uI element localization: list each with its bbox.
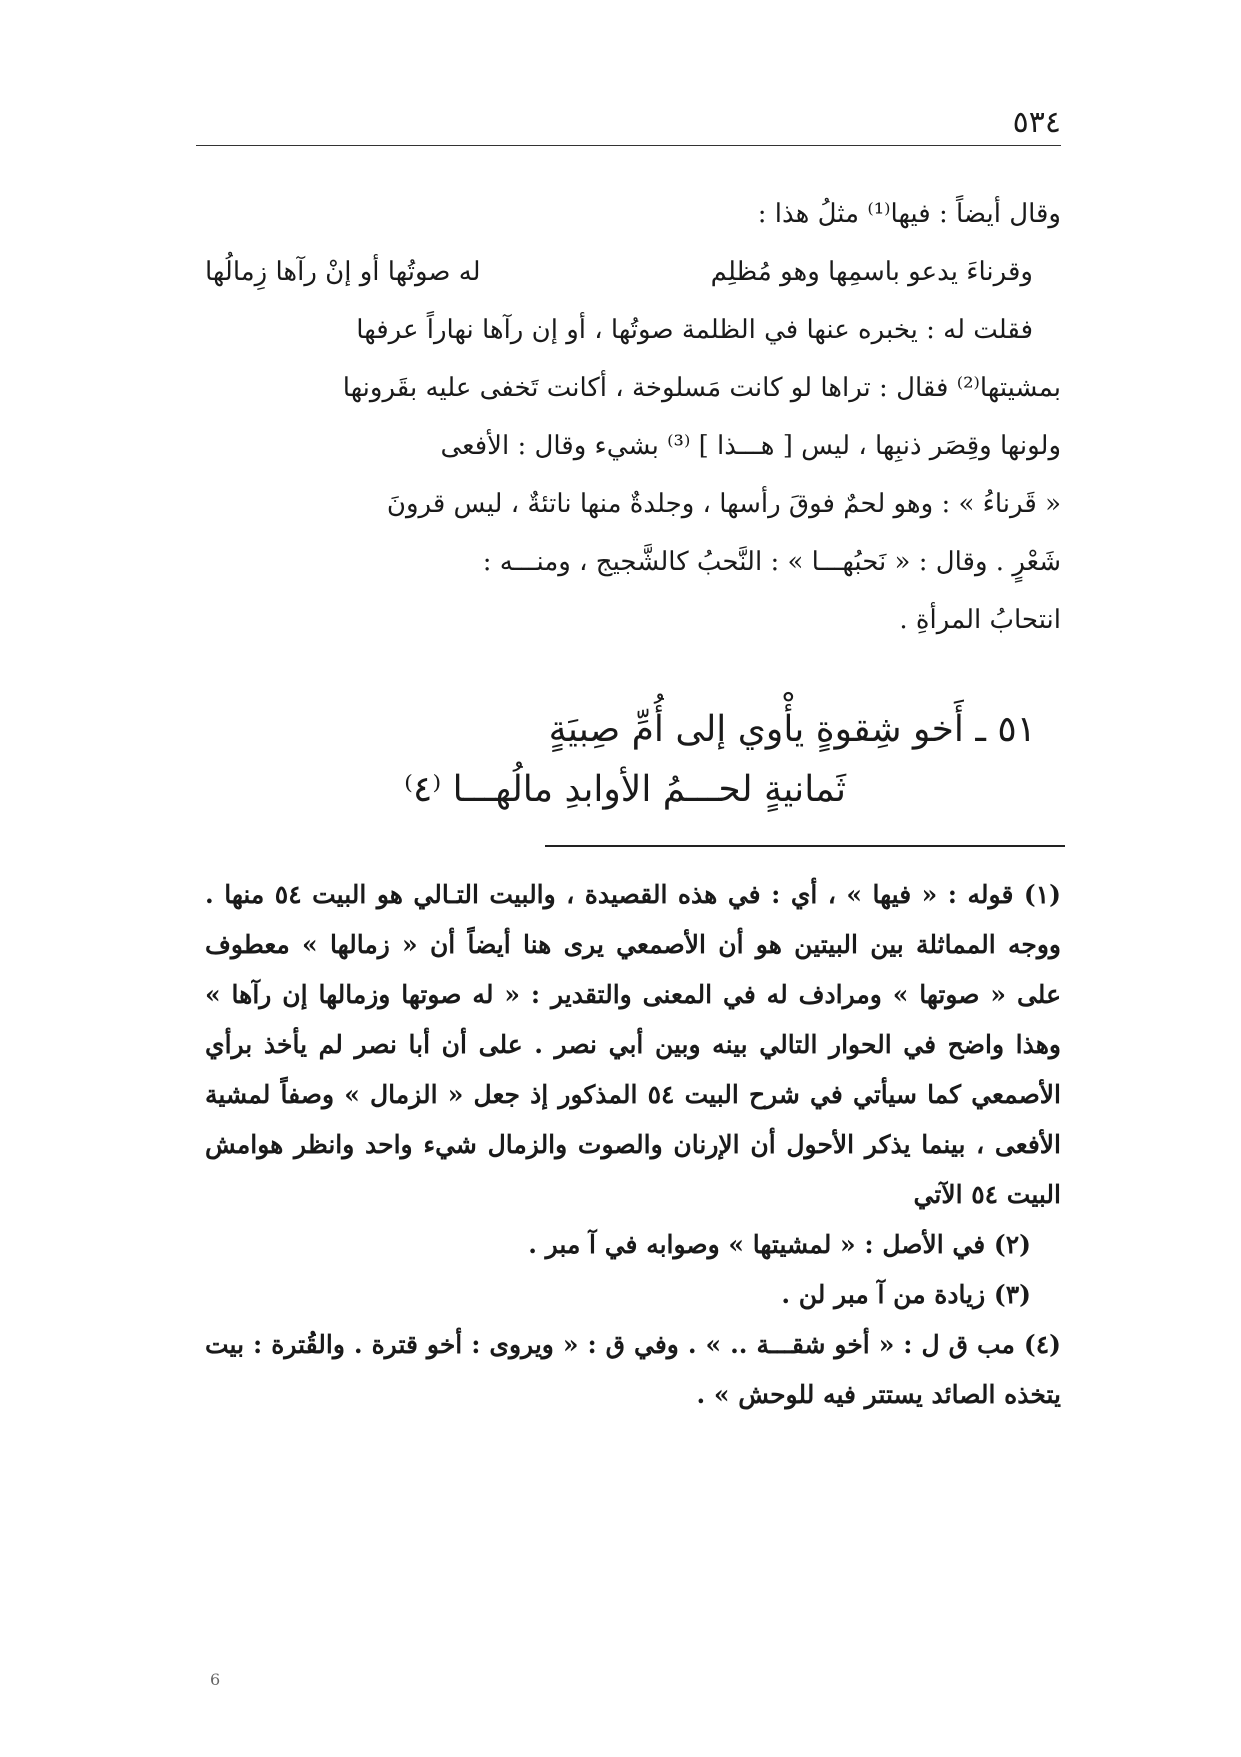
body-line: بمشيتها⁽²⁾ فقال : تراها لو كانت مَسلوخة ، أكانت تَخفى عليه بقَرونها	[342, 373, 1061, 403]
poem-line-1: ٥١ ـ أَخو شِقوةٍ يأْوي إلى أُمِّ صِبيَةٍ	[548, 709, 1036, 750]
poem-verse	[205, 700, 1036, 820]
body-line: ولونها وقِصَر ذنبِها ، ليس [ هـــذا ] ⁽³⁾ بشيء وقال : الأفعى	[440, 431, 1061, 461]
page-number: ٥٣٤	[1012, 105, 1061, 140]
footnote-divider	[545, 845, 1065, 847]
verse-hemistich-2: له صوتُها أو إنْ رآها زِمالُها	[205, 257, 481, 287]
quoted-verse	[205, 243, 1061, 301]
body-line: « قَرناءُ » : وهو لحمٌ فوقَ رأسها ، وجلدةٌ منها ناتئةٌ ، ليس قرونَ	[386, 489, 1061, 519]
footnote-3: (٣) زيادة من آ مبر لن .	[781, 1280, 1031, 1309]
body-line: فقلت له : يخبره عنها في الظلمة صوتُها ، أو إن رآها نهاراً عرفها	[356, 315, 1033, 345]
body-line: انتحابُ المرأةِ .	[899, 605, 1061, 635]
body-text	[205, 185, 1061, 649]
footnote-2: (٢) في الأصل : « لمشيتها » وصوابه في آ مبر .	[528, 1230, 1031, 1259]
footnote-4: (٤) مب ق ل : « أخو شقـــة .. » . وفي ق : « ويروى : أخو قترة . والقُترة : بيت يتخذه الصائد يستتر فيه للوحش » .	[205, 1330, 1061, 1409]
poem-line-2: ثَمانيةٍ لحـــمُ الأوابدِ مالُهـــا ⁽٤⁾	[404, 769, 846, 810]
body-line: وقال أيضاً : فيها⁽¹⁾ مثلُ هذا :	[757, 199, 1061, 229]
footnote-1: (١) قوله : « فيها » ، أي : في هذه القصيدة ، والبيت التـالي هو البيت ٥٤ منها . ووجه المماثلة بين البيتين هو أن الأصمعي يرى هنا أيضاً أن « زمالها » معطوف على « صوتها » ومرادف له في المعنى والتقدير : « له صوتها وزمالها إن رآها » وهذا واضح في الحوار التالي بينه وبين أبي نصر . على أن أبا نصر لم يأخذ برأي الأصمعي كما سيأتي في شرح البيت ٥٤ المذكور إذ جعل « الزمال » وصفاً لمشية الأفعى ، بينما يذكر الأحول أن الإرنان والصوت والزمال شيء واحد وانظر هوامش البيت ٥٤ الآتي	[205, 880, 1062, 1209]
page-header	[196, 95, 1061, 146]
verse-hemistich-1: وقرناءَ يدعو باسمِها وهو مُظلِم	[710, 257, 1033, 287]
footer-mark: 6	[210, 1670, 221, 1689]
body-line: شَعْرٍ . وقال : « نَحبُهـــا » : النَّحبُ كالشَّجيج ، ومنـــه :	[482, 547, 1061, 577]
footnotes	[205, 870, 1061, 1420]
